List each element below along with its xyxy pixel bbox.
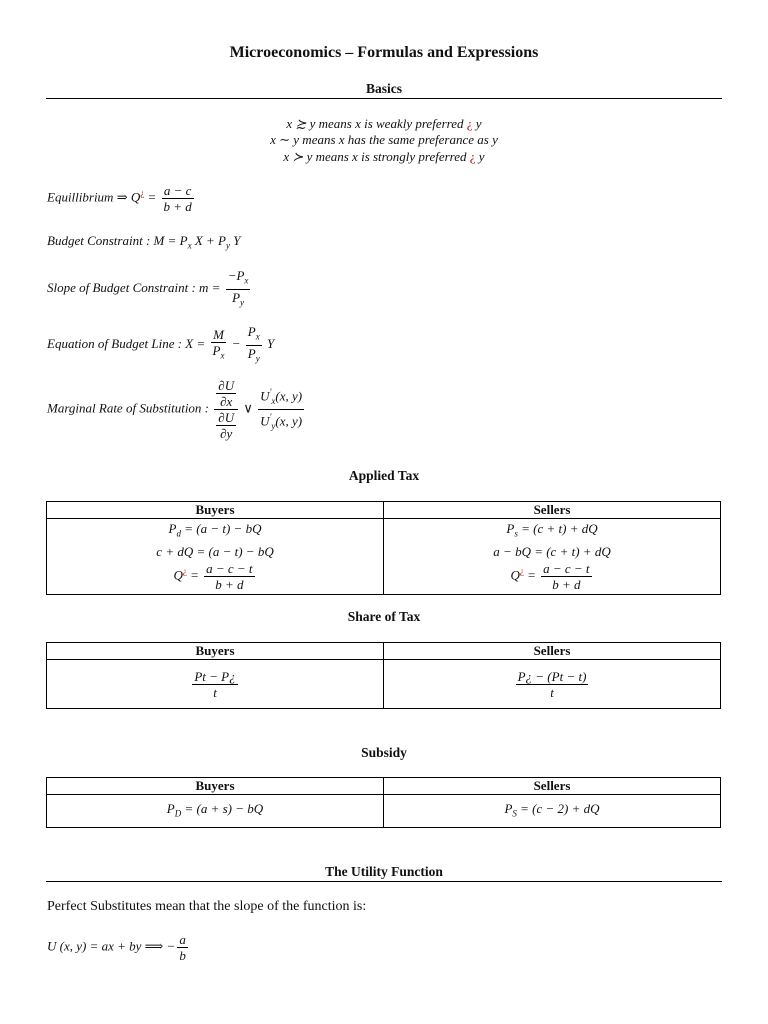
sub: x bbox=[271, 396, 276, 406]
header-buyers: Buyers bbox=[47, 643, 384, 660]
sub: y bbox=[271, 420, 276, 431]
pref-strong-end: y bbox=[475, 149, 485, 164]
buyers-line-2: c + dQ = (a − t) − bQ bbox=[156, 543, 274, 559]
equilibrium-sup: ¿ bbox=[140, 188, 145, 199]
sellers-line-1 bbox=[384, 520, 720, 543]
fraction bbox=[541, 561, 591, 592]
budget-mid: X + P bbox=[191, 233, 226, 248]
den-text: P bbox=[232, 289, 241, 305]
mrs-top bbox=[214, 378, 238, 410]
section-heading-subsidy: Subsidy bbox=[361, 745, 407, 760]
denominator: t bbox=[213, 684, 217, 700]
sub: S bbox=[512, 808, 517, 819]
table-header-row bbox=[47, 778, 721, 795]
budget-line-fraction-1 bbox=[211, 327, 227, 364]
equilibrium-label: Equillibrium ⇒ Q bbox=[47, 189, 141, 205]
pref-strong-glyph: ¿ bbox=[469, 149, 476, 164]
header-buyers: Buyers bbox=[47, 778, 384, 795]
numerator: M bbox=[211, 327, 227, 343]
pref-strong-text: x ≻ y means x is strongly preferred bbox=[283, 149, 470, 164]
budget-line-end: Y bbox=[263, 336, 275, 352]
slope-equation bbox=[47, 268, 252, 310]
applied-tax-buyers-cell bbox=[47, 519, 384, 595]
header-sellers: Sellers bbox=[384, 502, 721, 519]
pref-same-text: x ∼ y means x has the same preferance as y bbox=[270, 132, 498, 147]
num-text: −P bbox=[227, 268, 245, 283]
numerator bbox=[226, 268, 251, 290]
sub: x bbox=[187, 240, 192, 251]
pref-same bbox=[0, 132, 768, 148]
table-row bbox=[47, 795, 721, 828]
pref-weak-glyph: ¿ bbox=[466, 116, 473, 131]
equals: = bbox=[523, 567, 540, 583]
subsidy-table bbox=[46, 777, 721, 828]
denominator: ∂y bbox=[220, 426, 233, 441]
equals: = bbox=[144, 189, 160, 205]
section-heading-share-of-tax: Share of Tax bbox=[347, 609, 421, 624]
numerator: Pt − P¿ bbox=[194, 668, 236, 684]
denominator: t bbox=[550, 684, 554, 700]
applied-tax-table bbox=[46, 501, 721, 595]
rest: = (a + s) − bQ bbox=[181, 800, 264, 816]
budget-end: Y bbox=[229, 233, 241, 248]
args: (x, y) bbox=[275, 388, 303, 404]
sub: s bbox=[514, 528, 518, 539]
slope-fraction bbox=[226, 268, 251, 310]
denominator: b + d bbox=[215, 576, 244, 592]
rest: = (c + t) + dQ bbox=[517, 521, 598, 536]
header-sellers: Sellers bbox=[384, 778, 721, 795]
numerator bbox=[246, 324, 262, 346]
sub: x bbox=[244, 275, 249, 286]
rest: = (a − t) − bQ bbox=[180, 521, 262, 536]
sellers-line-2: a − bQ = (c + t) + dQ bbox=[493, 543, 611, 559]
sub: y bbox=[240, 297, 245, 308]
divider bbox=[46, 881, 722, 882]
sub: d bbox=[176, 528, 181, 539]
sup: ¿ bbox=[519, 565, 524, 576]
p: P bbox=[166, 800, 175, 816]
denominator: b + d bbox=[552, 576, 581, 592]
header-buyers: Buyers bbox=[47, 502, 384, 519]
denominator: ∂x bbox=[220, 394, 233, 409]
subsidy-sellers-cell bbox=[384, 795, 721, 828]
u-text: U bbox=[260, 388, 270, 404]
share-sellers-cell bbox=[384, 660, 721, 709]
sup: ¿ bbox=[182, 565, 187, 576]
numerator: P¿ − (Pt − t) bbox=[517, 668, 587, 684]
budget-line-label: Equation of Budget Line : X = bbox=[47, 336, 209, 352]
denominator: b bbox=[179, 948, 186, 963]
denominator: b + d bbox=[163, 199, 192, 214]
applied-tax-sellers-cell bbox=[384, 519, 721, 595]
u-text: U bbox=[260, 413, 270, 429]
budget-constraint-equation bbox=[47, 233, 240, 251]
den-text: P bbox=[247, 345, 256, 361]
page-title: Microeconomics – Formulas and Expressions bbox=[229, 44, 539, 61]
buyers-line-1 bbox=[47, 520, 383, 543]
denominator bbox=[211, 343, 227, 364]
header-sellers: Sellers bbox=[384, 643, 721, 660]
budget-line-equation bbox=[47, 324, 274, 366]
num-text: P bbox=[247, 324, 256, 339]
numerator: a − c − t bbox=[543, 560, 590, 576]
buyers-line-3 bbox=[47, 561, 383, 592]
utility-text: Perfect Substitutes mean that the slope of the function is: bbox=[47, 899, 367, 914]
fraction bbox=[192, 669, 237, 700]
denominator bbox=[226, 290, 251, 311]
equilibrium-fraction bbox=[162, 183, 194, 214]
pref-weak-text: x ≿ y means x is weakly preferred bbox=[286, 116, 467, 131]
equilibrium-equation bbox=[47, 183, 196, 214]
utility-fraction bbox=[177, 932, 188, 963]
fraction bbox=[516, 669, 589, 700]
pref-weak bbox=[0, 116, 768, 132]
sub: D bbox=[174, 808, 182, 819]
minus: − bbox=[228, 336, 244, 352]
pref-weak-end: y bbox=[472, 116, 482, 131]
table-row bbox=[47, 660, 721, 709]
section-heading-basics: Basics bbox=[365, 81, 402, 96]
share-buyers-cell bbox=[47, 660, 384, 709]
numerator bbox=[258, 385, 304, 410]
den-text: P bbox=[212, 342, 221, 358]
fraction bbox=[204, 561, 254, 592]
mrs-stacked-fraction bbox=[214, 378, 238, 441]
mrs-equation bbox=[47, 378, 306, 441]
dudy-fraction bbox=[216, 410, 236, 441]
mrs-bottom bbox=[214, 410, 238, 441]
numerator: a − c bbox=[162, 183, 194, 199]
table-header-row bbox=[47, 502, 721, 519]
table-header-row bbox=[47, 643, 721, 660]
or-symbol: ∨ bbox=[240, 400, 257, 416]
prime: ' bbox=[269, 387, 272, 398]
mrs-label: Marginal Rate of Substitution : bbox=[47, 400, 213, 416]
mrs-marginal-fraction bbox=[258, 385, 304, 434]
sub: x bbox=[255, 331, 260, 342]
budget-label: Budget Constraint : M = P bbox=[47, 233, 188, 248]
p: P bbox=[506, 521, 515, 536]
table-row bbox=[47, 519, 721, 595]
section-heading-applied-tax: Applied Tax bbox=[348, 468, 420, 483]
p: P bbox=[504, 800, 513, 816]
sub: x bbox=[220, 350, 225, 361]
q: Q bbox=[173, 567, 183, 583]
subsidy-buyers-cell bbox=[47, 795, 384, 828]
sub: y bbox=[225, 240, 230, 251]
q: Q bbox=[510, 567, 520, 583]
sub: y bbox=[255, 353, 260, 364]
share-of-tax-table bbox=[46, 642, 721, 709]
sellers-line-3 bbox=[384, 561, 720, 592]
p: P bbox=[168, 521, 177, 536]
numerator: a − c − t bbox=[206, 560, 253, 576]
denominator bbox=[258, 410, 304, 434]
divider bbox=[46, 98, 722, 99]
rest: = (c − 2) + dQ bbox=[516, 800, 600, 816]
numerator: ∂U bbox=[218, 410, 235, 425]
budget-line-fraction-2 bbox=[246, 324, 262, 366]
utility-lhs: U (x, y) = ax + by ⟹ − bbox=[47, 938, 176, 954]
args: (x, y) bbox=[275, 413, 303, 429]
slope-label: Slope of Budget Constraint : m = bbox=[47, 280, 224, 296]
utility-equation bbox=[47, 932, 190, 963]
equals: = bbox=[186, 567, 203, 583]
denominator bbox=[246, 346, 262, 367]
section-heading-utility: The Utility Function bbox=[325, 864, 443, 879]
numerator: a bbox=[179, 932, 186, 947]
numerator: ∂U bbox=[218, 378, 235, 393]
dudx-fraction bbox=[216, 378, 236, 409]
prime: ' bbox=[269, 412, 272, 422]
pref-strong bbox=[0, 149, 768, 165]
